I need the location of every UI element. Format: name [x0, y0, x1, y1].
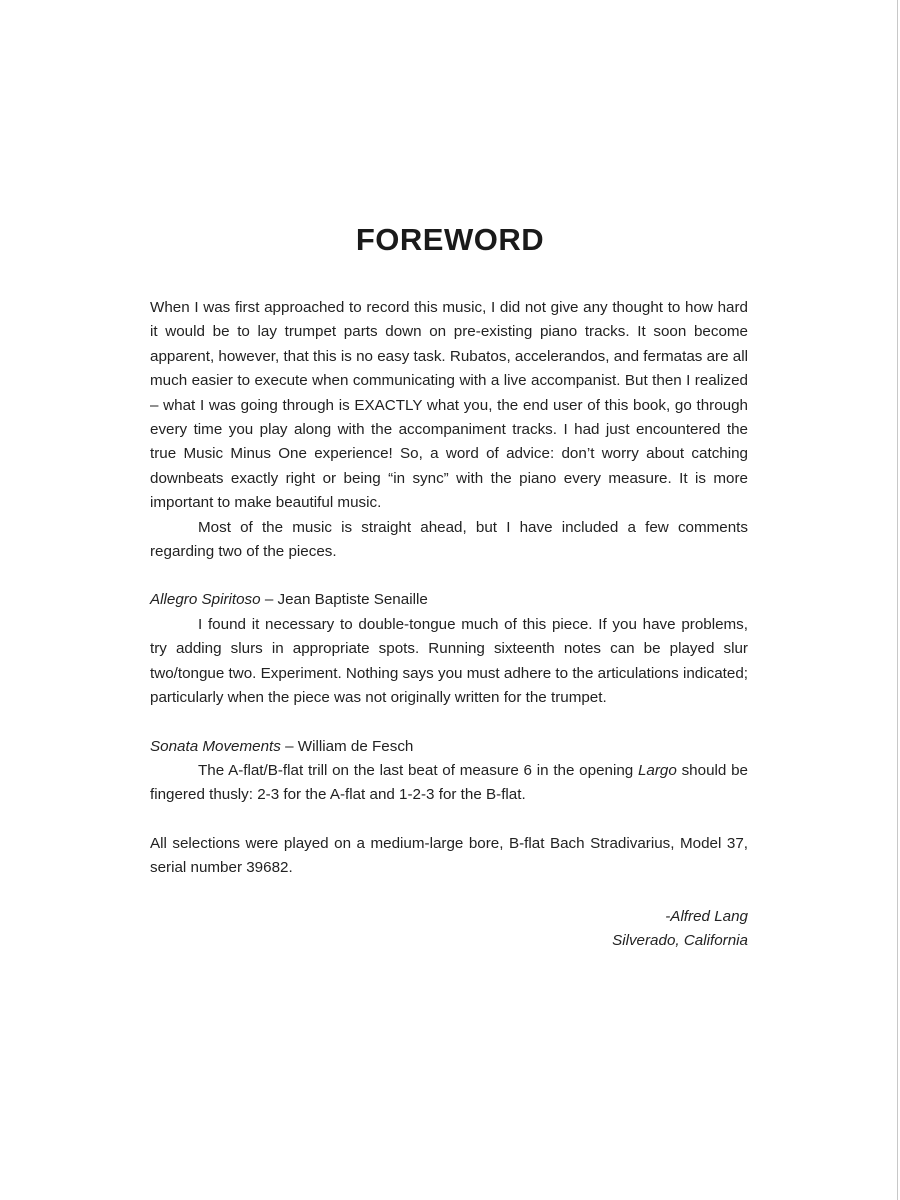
piece-composer: – Jean Baptiste Senaille [260, 591, 428, 609]
spacer [150, 808, 748, 832]
page-edge-divider [897, 0, 898, 1200]
intro-paragraph: When I was first approached to record this music, I did not give any thought to how hard it would be to lay trumpet parts down on pre-existing piano tracks. It soon become apparent, however, that this is no easy task. Rubatos, accelerandos, and fermatas are all much easier to execute when communicating with a live accompanist. But then I realized – what I was going through is EXACTLY what you, the end user of this book, go through every time you play along with the accompaniment tracks. I had just encountered the true Music Minus One experience! So, a word of advice: don’t worry about catching downbeats exactly right or being “in sync” with the piano every measure. It is more important to make beautiful music. [150, 299, 748, 512]
spacer [150, 564, 748, 588]
piece-heading-sonata [150, 735, 748, 759]
spacer [150, 881, 748, 905]
foreword-body [150, 296, 748, 953]
piece-title: Allegro Spiritoso [150, 591, 261, 609]
piece-composer: – William de Fesch [280, 737, 414, 755]
intro-second-paragraph: Most of the music is straight ahead, but I have included a few comments regarding two of the pieces. [150, 518, 748, 561]
piece-title: Sonata Movements [150, 737, 281, 755]
signature-location: Silverado, California [612, 931, 748, 949]
comment-text: The A-flat/B-flat trill on the last beat of measure 6 in the opening [198, 761, 638, 779]
page-title: FOREWORD [355, 222, 545, 257]
piece-comment-sonata [150, 759, 748, 808]
signature-name: -Alfred Lang [665, 907, 748, 925]
comment-text: should be fingered thusly: 2-3 for the A-flat and 1-2-3 for the B-flat. [150, 761, 748, 804]
comment-emphasis: Largo [637, 761, 677, 779]
piece-comment-allegro: I found it necessary to double-tongue much of this piece. If you have problems, try adding slurs in appropriate spots. Running sixteenth notes can be played slur two/tongue two. Experiment. Nothing says you must adhere to the articulations indicated; particularly when the piece was not originally written for the trumpet. [150, 615, 748, 707]
closing-paragraph: All selections were played on a medium-large bore, B-flat Bach Stradivarius, Model 37, serial number 39682. [150, 834, 748, 877]
spacer [150, 711, 748, 735]
piece-heading-allegro [150, 588, 748, 612]
